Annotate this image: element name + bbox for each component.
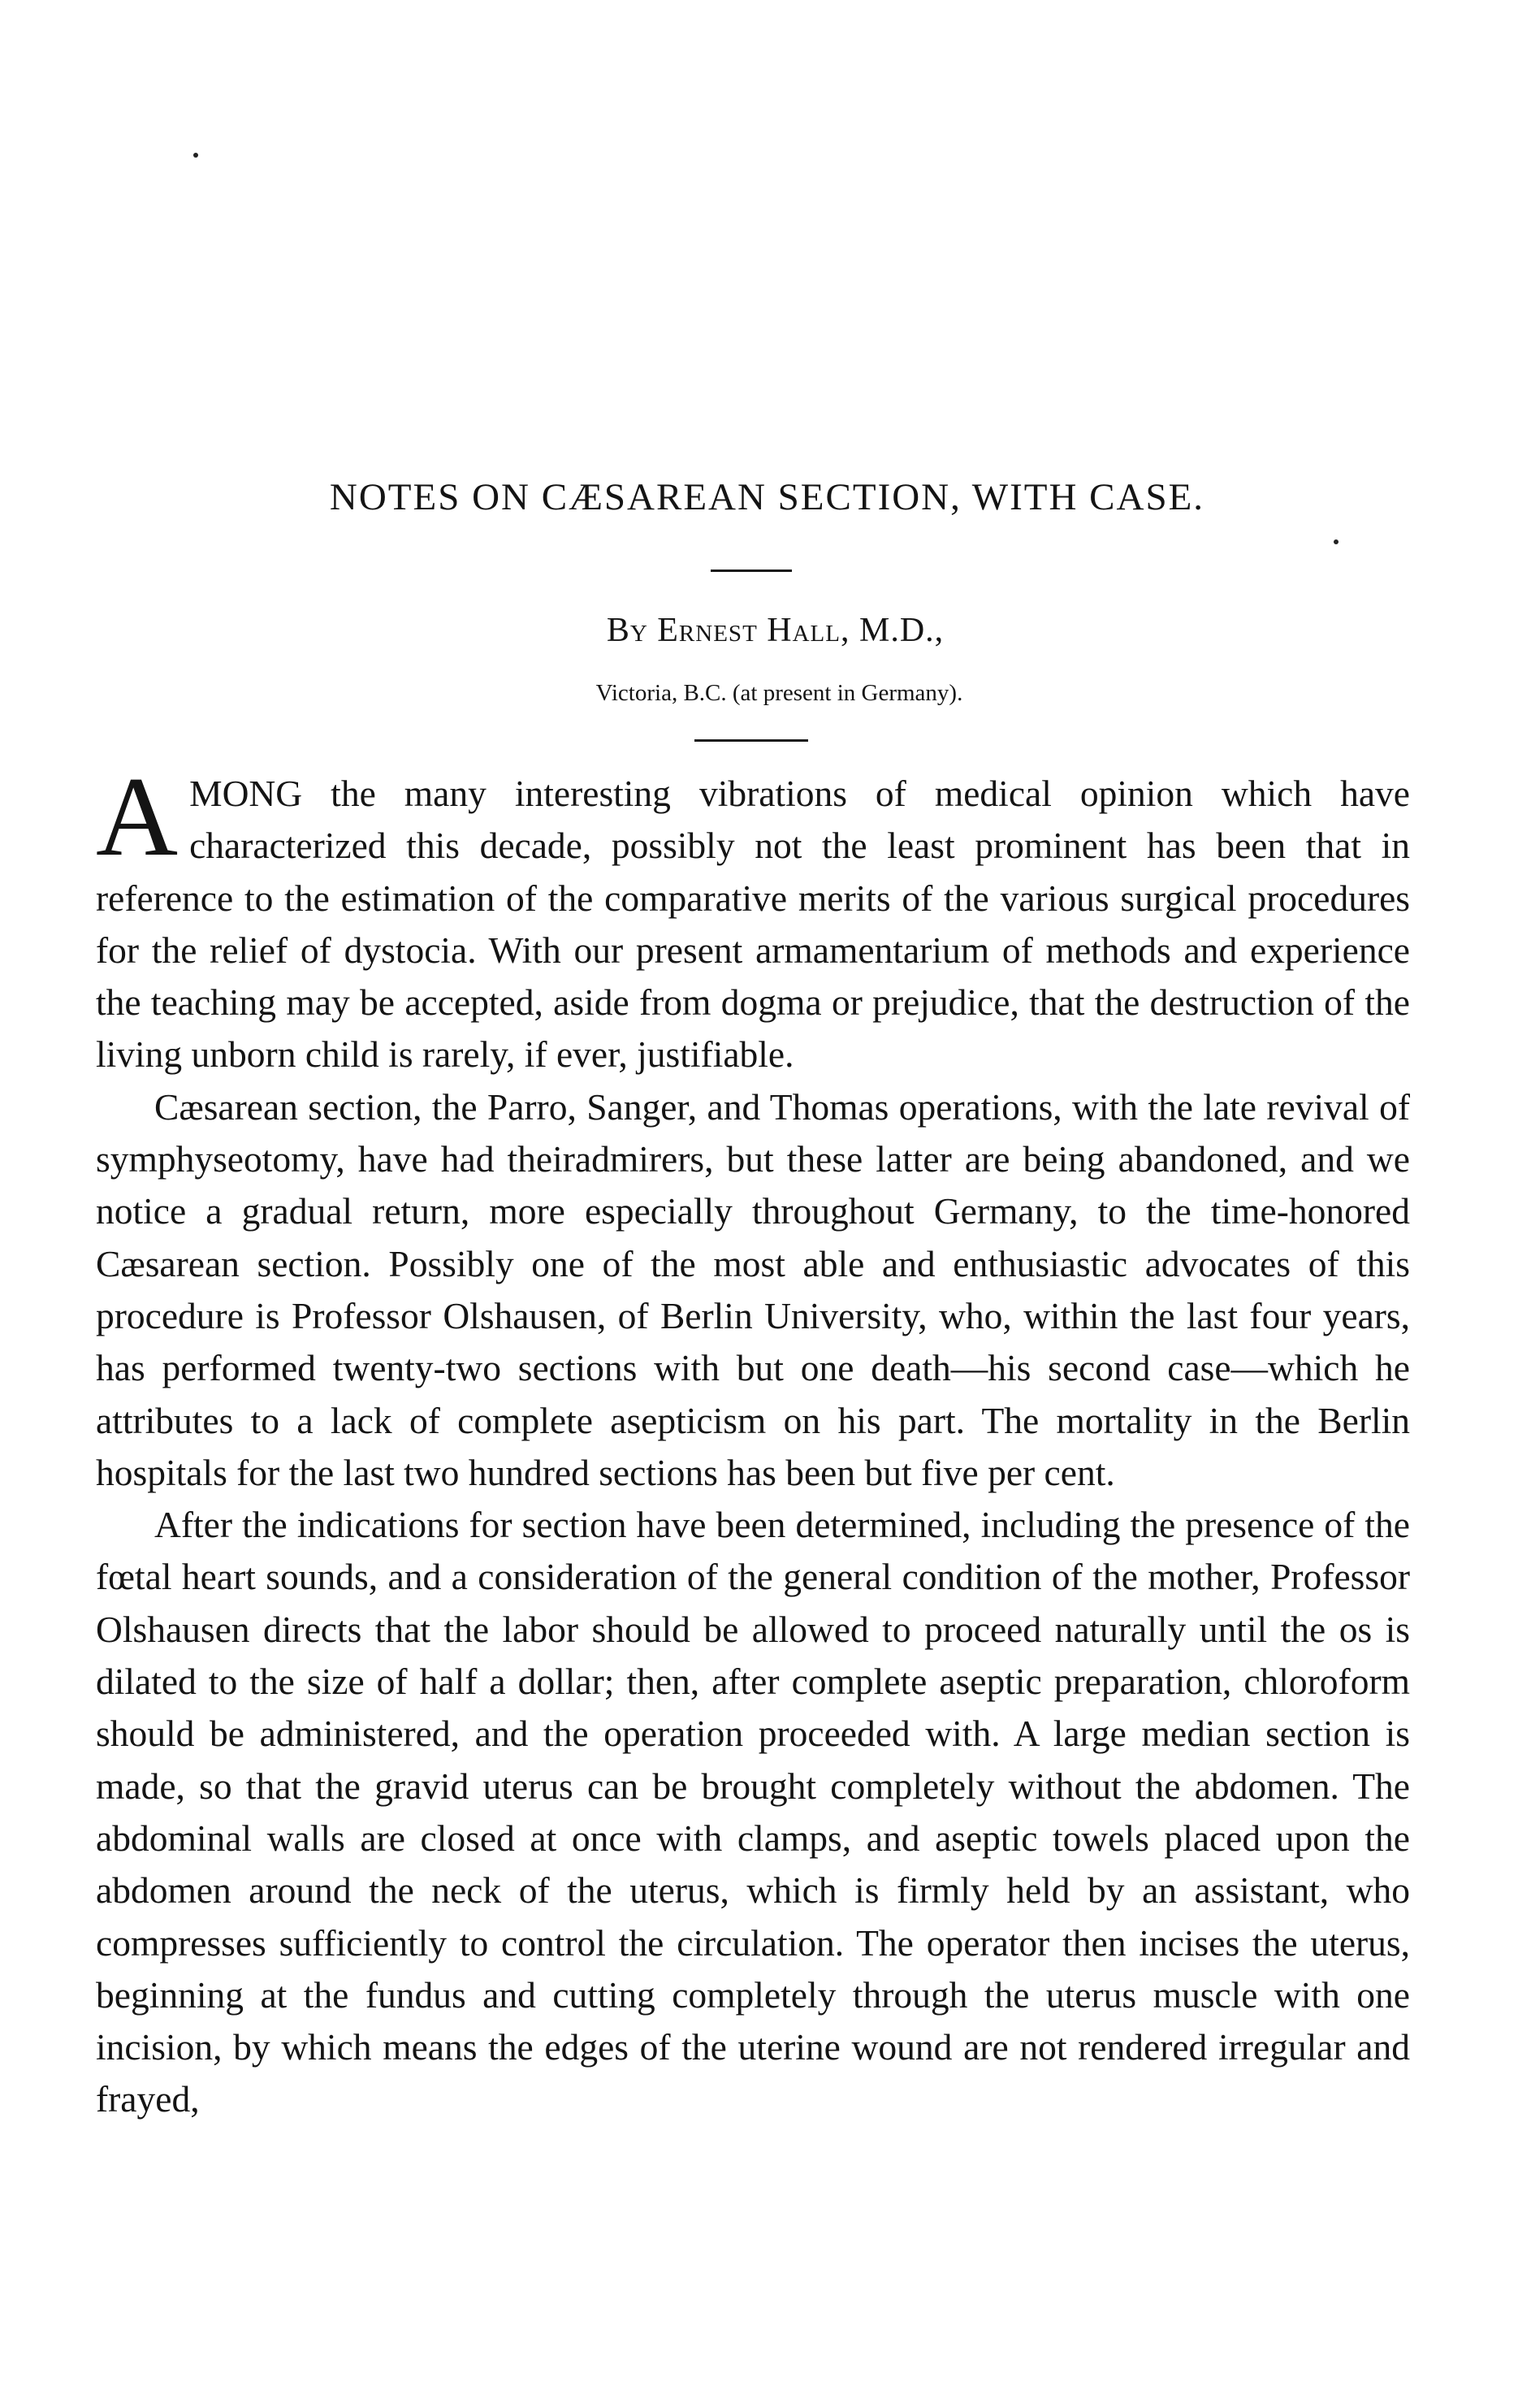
paragraph-1	[96, 754, 1410, 1081]
byline-divider	[694, 739, 808, 742]
print-speck	[193, 153, 198, 158]
article-body	[96, 754, 1410, 2126]
title-divider	[711, 570, 792, 572]
paragraph-3: After the indications for section have been determined, including the presence of the fœtal heart sounds, and a consideration of the general condition of the mother, Professor Olshausen directs that the labor should be allowed to proceed naturally until the os is dilated to the size of half a dollar; then, after complete aseptic preparation, chloroform should be administered, and the operation proceeded with. A large median section is made, so that the gravid uterus can be brought completely without the abdomen. The abdominal walls are closed at once with clamps, and aseptic towels placed upon the abdomen around the neck of the uterus, which is firmly held by an assistant, who compresses sufficiently to control the circulation. The operator then incises the uterus, beginning at the fundus and cutting completely through the uterus muscle with one incision, by which means the edges of the uterine wound are not rendered irregular and frayed,	[96, 1504, 1410, 2120]
paragraph-1-text: the many interesting vibrations of medical opinion which have characterized this decade, possibly not the least prominent has been that in reference to the estimation of the comparative merits of the various surgical procedures for the relief of dystocia. With our present armamentarium of methods and experience the teaching may be accepted, aside from dogma or prejudice, that the destruction of the living unborn child is rarely, if ever, justifiable.	[96, 773, 1410, 1076]
lead-word: MONG	[189, 773, 303, 814]
paragraph-2: Cæsarean section, the Parro, Sanger, and Thomas operations, with the late revival of symphyseotomy, have had theiradmirers, but these latter are being abandoned, and we notice a gradual return, more especially throughout Germany, to the time-honored Cæsarean section. Possibly one of the most able and enthusiastic advocates of this procedure is Professor Olshausen, of Berlin University, who, within the last four years, has performed twenty-two sections with but one death—his second case—which he attributes to a lack of complete asepticism on his part. The mortality in the Berlin hospitals for the last two hundred sections has been but five per cent.	[96, 1085, 1410, 1493]
article-title: NOTES ON CÆSAREAN SECTION, WITH CASE.	[329, 476, 1205, 518]
print-speck	[1334, 539, 1339, 544]
byline	[0, 611, 1518, 650]
drop-cap: A	[96, 754, 179, 880]
author-name: Ernest Hall, M.D.,	[657, 612, 945, 649]
author-affiliation: Victoria, B.C. (at present in Germany).	[595, 680, 963, 706]
byline-prefix: By	[606, 612, 648, 649]
